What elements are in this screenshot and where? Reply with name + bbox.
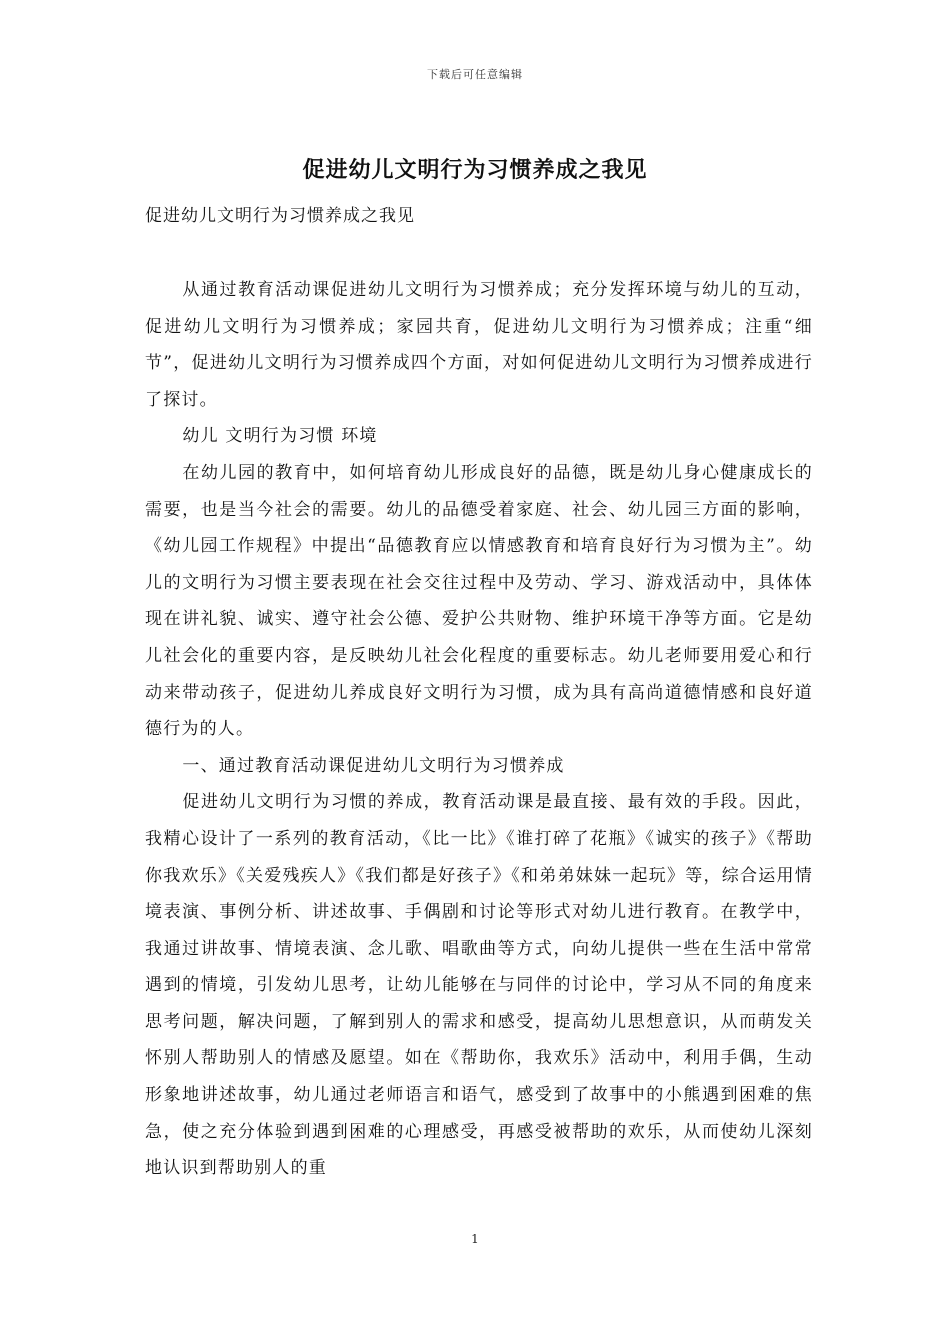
header-note: 下载后可任意编辑 xyxy=(427,68,523,81)
document-title: 促进幼儿文明行为习惯养成之我见 xyxy=(302,157,648,183)
page-number: 1 xyxy=(471,1232,479,1246)
section-heading: 一、通过教育活动课促进幼儿文明行为习惯养成 xyxy=(182,755,565,776)
section-paragraph: 促进幼儿文明行为习惯的养成，教育活动课是最直接、最有效的手段。因此，我精心设计了一系列的教育活动，《比一比》《谁打碎了花瓶》《诚实的孩子》《帮助你我欢乐》《关爱残疾人》《我们都是好孩子》《和弟弟妹妹一起玩》等，综合运用情境表演、事例分析、讲述故事、手偶剧和讨论等形式对幼儿进行教育。在教学中，我通过讲故事、情境表演、念儿歌、唱歌曲等方式，向幼儿提供一些在生活中常常遇到的情境，引发幼儿思考，让幼儿能够在与同伴的讨论中，学习从不同的角度来思考问题，解决问题，了解到别人的需求和感受，提高幼儿思想意识，从而萌发关怀别人帮助别人的情感及愿望。如在《帮助你，我欢乐》活动中，利用手偶，生动形象地讲述故事，幼儿通过老师语言和语气，感受到了故事中的小熊遇到困难的焦急，使之充分体验到遇到困难的心理感受，再感受被帮助的欢乐，从而使幼儿深刻地认识到帮助别人的重 xyxy=(145,792,813,1179)
intro-paragraph: 在幼儿园的教育中，如何培育幼儿形成良好的品德，既是幼儿身心健康成长的需要，也是当今社会的需要。幼儿的品德受着家庭、社会、幼儿园三方面的影响，《幼儿园工作规程》中提出“品德教育应以情感教育和培育良好行为习惯为主”。幼儿的文明行为习惯主要表现在社会交往过程中及劳动、学习、游戏活动中，具体体现在讲礼貌、诚实、遵守社会公德、爱护公共财物、维护环境干净等方面。它是幼儿社会化的重要内容，是反映幼儿社会化程度的重要标志。幼儿老师要用爱心和行动来带动孩子，促进幼儿养成良好文明行为习惯，成为具有高尚道德情感和良好道德行为的人。 xyxy=(145,462,813,740)
document-body xyxy=(145,272,813,1187)
abstract-paragraph: 从通过教育活动课促进幼儿文明行为习惯养成；充分发挥环境与幼儿的互动，促进幼儿文明行为习惯养成；家园共育，促进幼儿文明行为习惯养成；注重“细节”，促进幼儿文明行为习惯养成四个方面，对如何促进幼儿文明行为习惯养成进行了探讨。 xyxy=(145,280,813,410)
document-subtitle: 促进幼儿文明行为习惯养成之我见 xyxy=(145,206,415,226)
keywords-paragraph: 幼儿 文明行为习惯 环境 xyxy=(182,426,378,447)
